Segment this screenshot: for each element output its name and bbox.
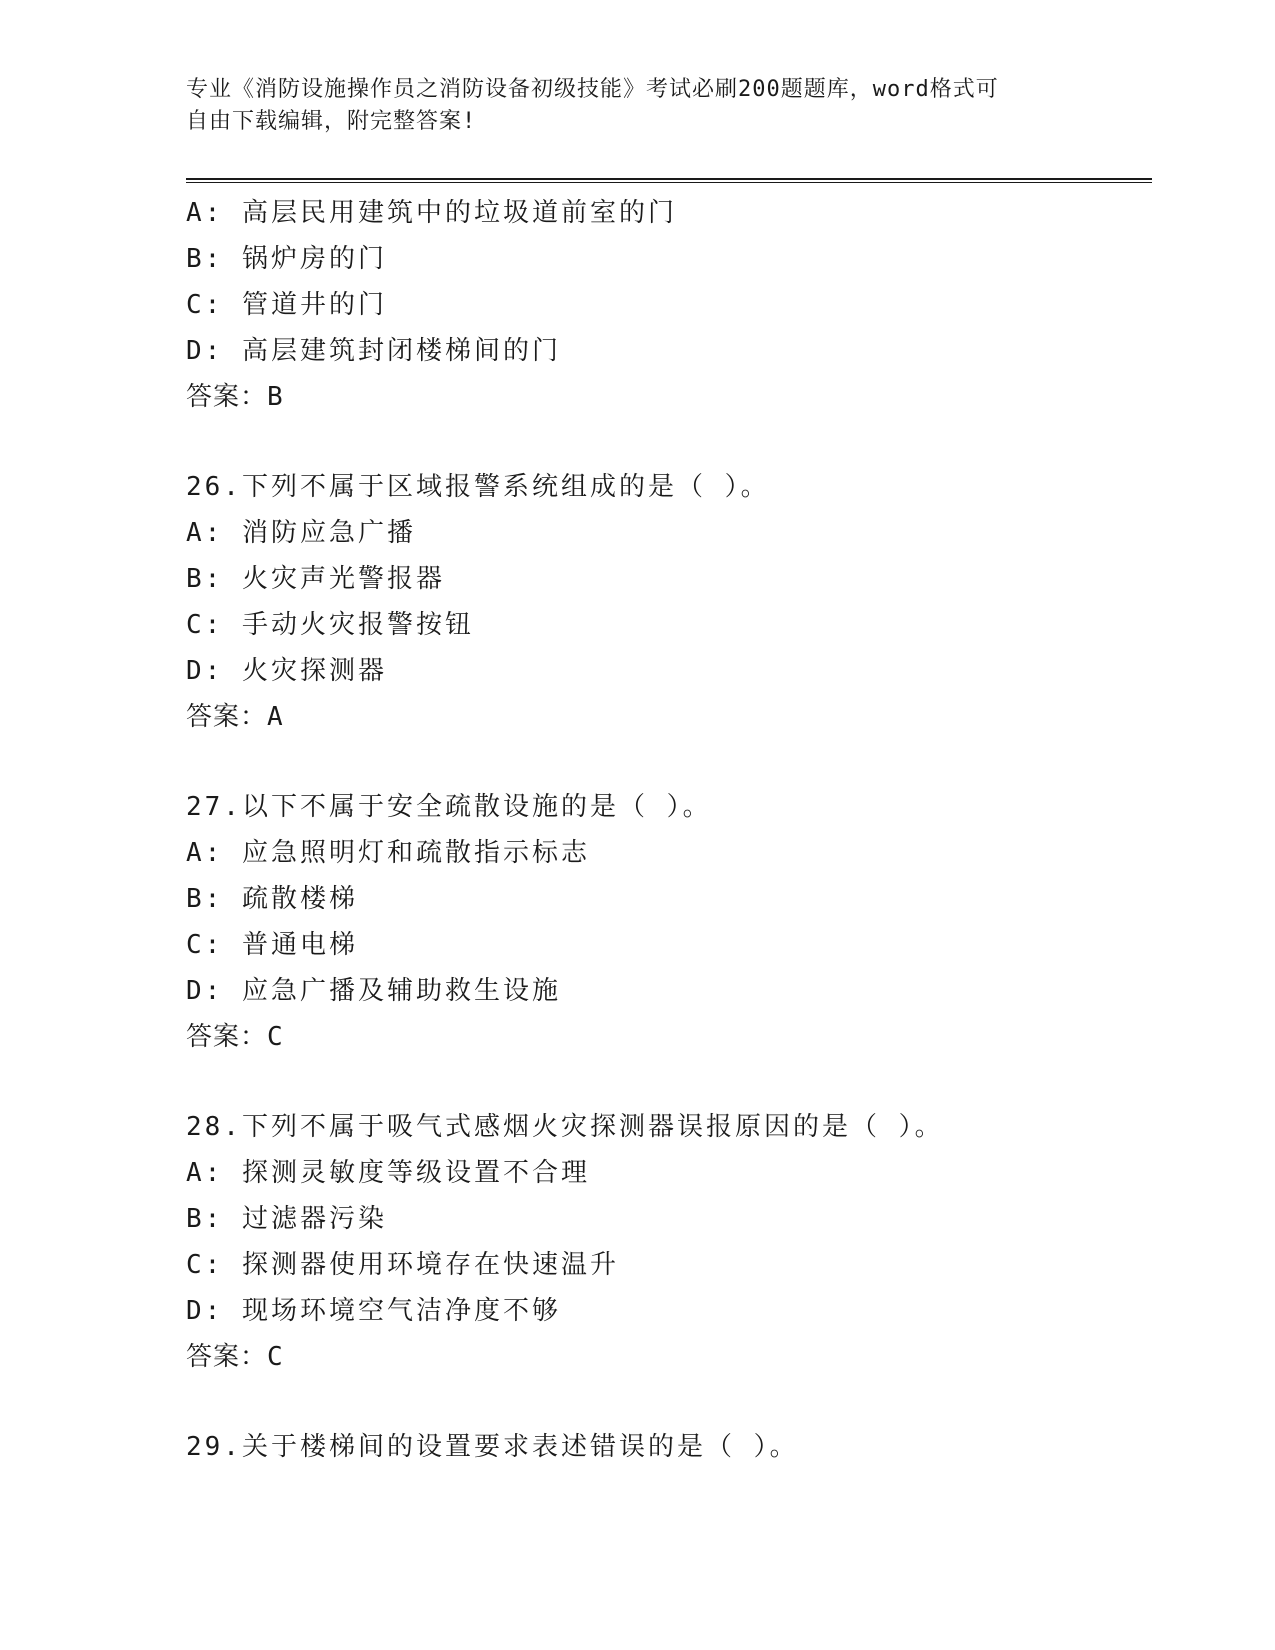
question-text: 26.下列不属于区域报警系统组成的是（ ）。 bbox=[186, 472, 770, 502]
option-d: D: 应急广播及辅助救生设施 bbox=[186, 976, 561, 1006]
option-b: B: 疏散楼梯 bbox=[186, 884, 358, 914]
option-b: B: 火灾声光警报器 bbox=[186, 564, 445, 594]
option-a: A: 应急照明灯和疏散指示标志 bbox=[186, 838, 590, 868]
answer-value: C bbox=[267, 1022, 284, 1052]
option-d: D: 高层建筑封闭楼梯间的门 bbox=[186, 336, 561, 366]
option-c: C: 管道井的门 bbox=[186, 290, 387, 320]
header-divider-thick bbox=[186, 178, 1152, 180]
question-block bbox=[186, 190, 1146, 420]
question-text: 29.关于楼梯间的设置要求表述错误的是（ ）。 bbox=[186, 1432, 799, 1462]
header-divider-thin bbox=[186, 182, 1152, 183]
answer-label: 答案： bbox=[186, 702, 268, 732]
question-list bbox=[186, 190, 1146, 1470]
option-a: A: 探测灵敏度等级设置不合理 bbox=[186, 1158, 590, 1188]
answer-value: B bbox=[267, 382, 284, 412]
option-a: A: 高层民用建筑中的垃圾道前室的门 bbox=[186, 198, 677, 228]
answer-label: 答案： bbox=[186, 382, 268, 412]
question-block bbox=[186, 1104, 1146, 1380]
option-d: D: 火灾探测器 bbox=[186, 656, 387, 686]
option-b: B: 过滤器污染 bbox=[186, 1204, 387, 1234]
option-d: D: 现场环境空气洁净度不够 bbox=[186, 1296, 561, 1326]
header-line-1: 专业《消防设施操作员之消防设备初级技能》考试必刷200题题库，word格式可 bbox=[186, 77, 999, 102]
answer-label: 答案： bbox=[186, 1022, 268, 1052]
question-block bbox=[186, 784, 1146, 1060]
question-text: 27.以下不属于安全疏散设施的是（ ）。 bbox=[186, 792, 712, 822]
block-spacer bbox=[186, 420, 1146, 464]
option-b: B: 锅炉房的门 bbox=[186, 244, 387, 274]
option-c: C: 普通电梯 bbox=[186, 930, 358, 960]
answer-line bbox=[186, 694, 1146, 740]
block-spacer bbox=[186, 740, 1146, 784]
answer-value: A bbox=[267, 702, 284, 732]
block-spacer bbox=[186, 1380, 1146, 1424]
question-block bbox=[186, 464, 1146, 740]
answer-line bbox=[186, 1334, 1146, 1380]
answer-value: C bbox=[267, 1342, 284, 1372]
header-line-2: 自由下载编辑，附完整答案! bbox=[186, 109, 477, 134]
option-c: C: 探测器使用环境存在快速温升 bbox=[186, 1250, 619, 1280]
question-text: 28.下列不属于吸气式感烟火灾探测器误报原因的是（ ）。 bbox=[186, 1112, 944, 1142]
option-c: C: 手动火灾报警按钮 bbox=[186, 610, 474, 640]
answer-label: 答案： bbox=[186, 1342, 268, 1372]
answer-line bbox=[186, 374, 1146, 420]
document-header bbox=[186, 74, 1086, 138]
option-a: A: 消防应急广播 bbox=[186, 518, 416, 548]
block-spacer bbox=[186, 1060, 1146, 1104]
answer-line bbox=[186, 1014, 1146, 1060]
